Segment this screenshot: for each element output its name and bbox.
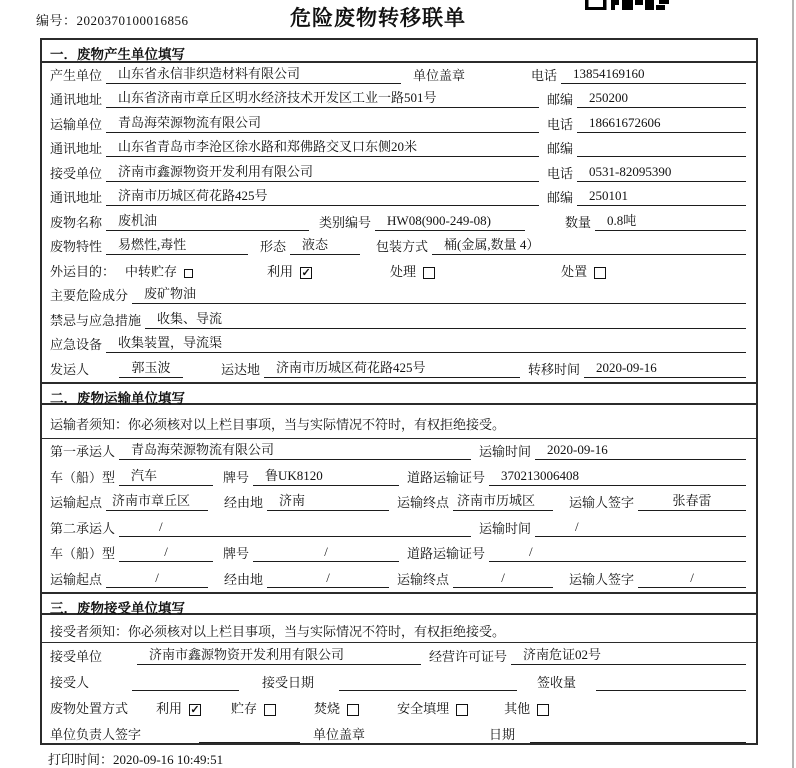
phone1-field: 13854169160 — [561, 66, 746, 84]
row-disposal — [42, 695, 756, 721]
purpose-option-label: 利用 — [267, 263, 294, 279]
zip2-field — [577, 155, 746, 157]
section2-body — [42, 405, 756, 592]
vehicle1-label: 车（船）型 — [50, 469, 116, 485]
form-table — [40, 38, 758, 745]
row-emergency-equipment — [42, 333, 756, 358]
plate2-label: 牌号 — [223, 546, 250, 561]
zip2-label: 邮编 — [547, 141, 574, 156]
end2-label: 运输终点 — [397, 571, 450, 587]
equipment-field: 收集装置，导流渠 — [106, 332, 746, 353]
transporter-label: 运输单位 — [50, 116, 103, 132]
section1-body — [42, 63, 756, 382]
vehicle1-field: 汽车 — [119, 465, 213, 486]
form-number-label: 编号： — [36, 13, 77, 28]
page-right-edge — [792, 0, 794, 768]
row-transporter-address — [42, 137, 756, 162]
disposal-option-store — [231, 698, 276, 717]
addr3-label: 通讯地址 — [50, 190, 103, 205]
acceptor-notice: 接受者须知：你必须核对以上栏目事项，当与实际情况不符时，有权拒绝接受。 — [42, 615, 756, 643]
time2-field: / — [535, 519, 746, 537]
time1-field: 2020-09-16 — [535, 442, 746, 460]
row-purpose — [42, 259, 756, 284]
carrier2-field: / — [119, 519, 471, 537]
unit-seal-label: 单位盖章 — [413, 67, 466, 83]
receiver-field: 济南市鑫源物资开发利用有限公司 — [106, 161, 539, 182]
origin2-label: 运输起点 — [50, 571, 103, 587]
via2-label: 经由地 — [224, 571, 264, 587]
row-carrier2 — [42, 515, 756, 541]
character-label: 废物特性 — [50, 239, 103, 254]
zip1-label: 邮编 — [547, 92, 574, 107]
signed-qty-field — [596, 689, 746, 691]
acceptor-label: 接受人 — [50, 674, 90, 690]
checkbox-icon: ✓ — [190, 703, 200, 716]
purpose-label: 外运目的： — [50, 263, 116, 279]
phone2-label: 电话 — [547, 116, 574, 132]
origin1-label: 运输起点 — [50, 495, 103, 510]
addr1-field: 山东省济南市章丘区明水经济技术开发区工业一路501号 — [106, 87, 539, 108]
transporter-notice: 运输者须知：你必须核对以上栏目事项，当与实际情况不符时，有权拒绝接受。 — [42, 405, 756, 439]
hazard-field: 废矿物油 — [132, 283, 746, 304]
row-waste-name — [42, 210, 756, 235]
purpose-option-dispose — [561, 261, 606, 280]
disposal-option-label: 利用 — [156, 700, 183, 716]
page-title: 危险废物转移联单 — [290, 6, 466, 30]
row-head-sign — [42, 721, 756, 747]
row-waste-character — [42, 235, 756, 260]
origin2-field: / — [106, 570, 208, 588]
qty-field: 0.8吨 — [595, 210, 746, 231]
row-sender — [42, 357, 756, 382]
plate1-label: 牌号 — [223, 469, 250, 485]
category-label: 类别编号 — [319, 214, 372, 230]
dest-field: 济南市历城区荷花路425号 — [264, 357, 520, 378]
section3-body — [42, 615, 756, 747]
packing-label: 包装方式 — [376, 239, 429, 254]
hazard-label: 主要危险成分 — [50, 288, 129, 303]
carrier1-label: 第一承运人 — [50, 444, 116, 459]
phone2-field: 18661672606 — [577, 115, 746, 133]
date-field — [530, 741, 746, 743]
waste-name-field: 废机油 — [106, 210, 309, 231]
form-number-value: 2020370100016856 — [76, 13, 189, 28]
accept-date-label: 接受日期 — [262, 674, 315, 690]
qty-label: 数量 — [565, 214, 592, 230]
row-vehicle2 — [42, 541, 756, 567]
date-label: 日期 — [489, 726, 516, 742]
end2-field: / — [453, 570, 553, 588]
sender-field: 郭玉波 — [119, 357, 183, 378]
purpose-option-label: 中转贮存 — [125, 263, 178, 279]
taboo-label: 禁忌与应急措施 — [50, 312, 142, 328]
road-cert1-label: 道路运输证号 — [407, 469, 486, 485]
head-sign-label: 单位负责人签字 — [50, 726, 142, 742]
row-hazard — [42, 284, 756, 309]
addr2-label: 通讯地址 — [50, 141, 103, 156]
disposal-option-landfill — [397, 698, 468, 717]
sign1-label: 运输人签字 — [569, 495, 635, 510]
phone3-label: 电话 — [547, 165, 574, 181]
addr2-field: 山东省青岛市李沧区徐水路和郑佛路交叉口东侧20米 — [106, 136, 539, 157]
accept-unit-label: 接受单位 — [50, 648, 103, 664]
print-time-value: 2020-09-16 10:49:51 — [113, 752, 224, 767]
purpose-option-treat — [390, 261, 435, 280]
row-receiver — [42, 161, 756, 186]
packing-field: 桶(金属,数量 4） — [432, 234, 746, 255]
purpose-option-label: 处理 — [390, 263, 417, 279]
row-producer — [42, 63, 756, 88]
zip3-field: 250101 — [577, 188, 746, 206]
time1-label: 运输时间 — [479, 444, 532, 459]
road-cert2-field: / — [489, 544, 746, 562]
row-accept-unit — [42, 643, 756, 669]
producer-label: 产生单位 — [50, 67, 103, 83]
receiver-label: 接受单位 — [50, 165, 103, 181]
transfer-time-field: 2020-09-16 — [584, 360, 746, 378]
acceptor-field — [132, 689, 239, 691]
section3-header: 三．废物接受单位填写 — [42, 592, 756, 615]
origin1-field: 济南市章丘区 — [106, 490, 208, 511]
disposal-option-label: 其他 — [504, 700, 531, 716]
addr3-field: 济南市历城区荷花路425号 — [106, 185, 539, 206]
end1-field: 济南市历城区 — [453, 490, 553, 511]
disposal-option-label: 贮存 — [231, 700, 258, 716]
disposal-option-label: 安全填埋 — [397, 700, 450, 716]
equipment-label: 应急设备 — [50, 337, 103, 352]
time2-label: 运输时间 — [479, 520, 532, 536]
checkbox-icon: ✓ — [301, 266, 311, 279]
sign2-field: / — [638, 570, 746, 588]
row-vehicle1 — [42, 464, 756, 490]
sender-label: 发运人 — [50, 361, 90, 377]
sign2-label: 运输人签字 — [569, 571, 635, 587]
zip3-label: 邮编 — [547, 190, 574, 205]
phone1-label: 电话 — [531, 67, 558, 83]
checkbox-icon — [456, 704, 468, 716]
form-field: 液态 — [290, 234, 360, 255]
addr1-label: 通讯地址 — [50, 92, 103, 107]
transporter-field: 青岛海荣源物流有限公司 — [106, 112, 539, 133]
vehicle2-field: / — [119, 544, 213, 562]
row-route2 — [42, 566, 756, 592]
disposal-option-other — [504, 698, 549, 717]
form-label: 形态 — [260, 239, 287, 254]
transfer-time-label: 转移时间 — [528, 361, 581, 377]
plate1-field: 鲁UK8120 — [253, 465, 399, 486]
signed-qty-label: 签收量 — [537, 674, 577, 690]
license-field: 济南危证02号 — [511, 644, 746, 665]
row-acceptor — [42, 669, 756, 695]
head-sign-field — [199, 741, 300, 743]
end1-label: 运输终点 — [397, 495, 450, 510]
license-label: 经营许可证号 — [429, 648, 508, 664]
phone3-field: 0531-82095390 — [577, 164, 746, 182]
vehicle2-label: 车（船）型 — [50, 546, 116, 561]
carrier1-field: 青岛海荣源物流有限公司 — [119, 439, 471, 460]
print-time-label: 打印时间： — [48, 752, 114, 767]
row-taboo — [42, 308, 756, 333]
section2-header: 二．废物运输单位填写 — [42, 382, 756, 405]
taboo-field: 收集、导流 — [145, 308, 746, 329]
accept-unit-field: 济南市鑫源物资开发利用有限公司 — [137, 644, 421, 665]
accept-date-field — [339, 689, 517, 691]
checkbox-icon — [537, 704, 549, 716]
zip1-field: 250200 — [577, 90, 746, 108]
print-time — [48, 749, 223, 768]
checkbox-icon — [264, 704, 276, 716]
via1-field: 济南 — [267, 490, 389, 511]
disposal-option-utilize — [156, 698, 201, 717]
purpose-option-utilize — [267, 261, 312, 280]
row-carrier1 — [42, 439, 756, 465]
disposal-option-label: 焚烧 — [314, 700, 341, 716]
sign1-field: 张春雷 — [638, 490, 746, 511]
waste-name-label: 废物名称 — [50, 214, 103, 230]
purpose-option-label: 处置 — [561, 263, 588, 279]
row-producer-address — [42, 88, 756, 113]
disposal-option-incinerate — [314, 698, 359, 717]
row-transporter — [42, 112, 756, 137]
disposal-label: 废物处置方式 — [50, 700, 129, 716]
section1-header: 一．废物产生单位填写 — [42, 40, 756, 63]
checkbox-icon — [423, 267, 435, 279]
category-field: HW08(900-249-08) — [375, 213, 525, 231]
checkbox-icon — [184, 269, 193, 278]
producer-field: 山东省永信非织造材料有限公司 — [106, 63, 401, 84]
dest-label: 运达地 — [221, 361, 261, 377]
row-receiver-address — [42, 186, 756, 211]
unit-seal2-label: 单位盖章 — [313, 726, 366, 742]
row-route1 — [42, 490, 756, 516]
carrier2-label: 第二承运人 — [50, 520, 116, 536]
character-field: 易燃性,毒性 — [106, 234, 248, 255]
checkbox-icon — [594, 267, 606, 279]
checkbox-icon — [347, 704, 359, 716]
via1-label: 经由地 — [224, 495, 264, 510]
via2-field: / — [267, 570, 389, 588]
plate2-field: / — [253, 544, 399, 562]
road-cert2-label: 道路运输证号 — [407, 546, 486, 561]
road-cert1-field: 370213006408 — [489, 468, 746, 486]
purpose-option-transfer-storage — [125, 261, 193, 280]
